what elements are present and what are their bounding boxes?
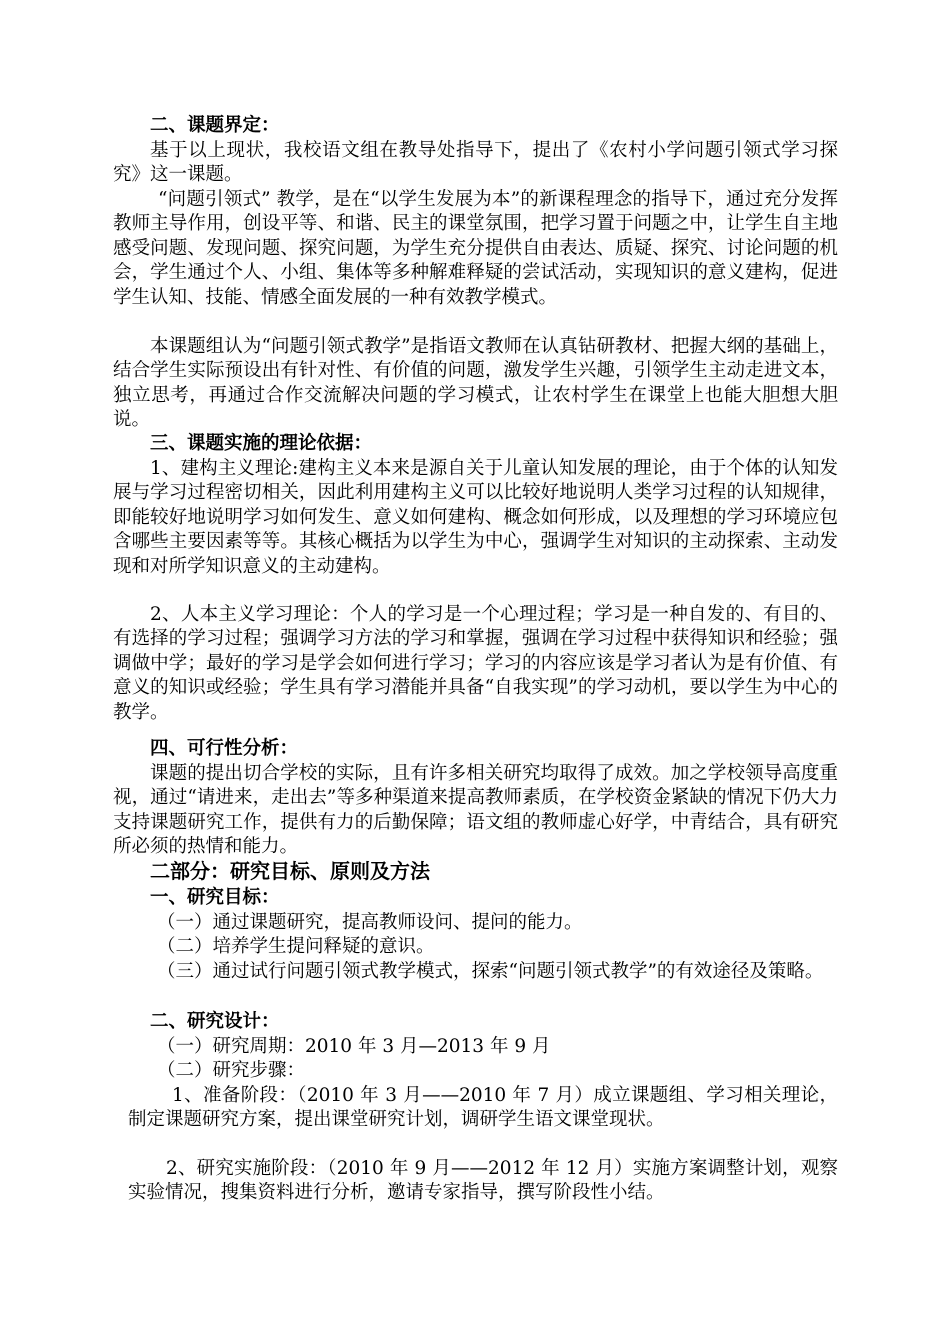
section-heading-research-design: 二、研究设计：: [150, 1011, 280, 1032]
section-heading-definition: 二、课题界定：: [150, 115, 280, 136]
paragraph-theory-constructivism: 1、建构主义理论:建构主义本来是源自关于儿童认知发展的理论，由于个体的认知发展与学习过程密切相关，因此利用建构主义可以比较好地说明人类学习过程的认知规律，即能较好地说明学习如何发生、意义如何建构、概念如何形成，以及理想的学习环境应包含哪些主要因素等等。其核心概括为以学生为中心，强调学生对知识的主动探索、主动发现和对所学知识意义的主动建构。: [113, 458, 838, 577]
paragraph-feasibility: 课题的提出切合学校的实际，且有许多相关研究均取得了成效。加之学校领导高度重视，通过“请进来，走出去”等多种渠道来提高教师素质，在学校资金紧缺的情况下仍大力支持课题研究工作，提供有力的后勤保障；语文组的教师虚心好学，中青结合，具有研究所必须的热情和能力。: [113, 763, 838, 858]
goal-item-1: （一）通过课题研究，提高教师设问、提问的能力。: [157, 912, 583, 933]
design-item-steps: （二）研究步骤：: [157, 1060, 306, 1081]
step-item-implementation: 2、研究实施阶段：（2010 年 9 月——2012 年 12 月）实施方案调整计划，观察实验情况，搜集资料进行分析，邀请专家指导，撰写阶段性小结。: [128, 1158, 838, 1204]
goal-item-3: （三）通过试行问题引领式教学模式，探索“问题引领式教学”的有效途径及策略。: [157, 961, 824, 982]
design-item-period: （一）研究周期：2010 年 3 月—2013 年 9 月: [157, 1036, 551, 1057]
paragraph-definition-intro: 基于以上现状，我校语文组在教导处指导下，提出了《农村小学问题引领式学习探究》这一课题。: [113, 140, 838, 186]
paragraph-definition-group-view: 本课题组认为“问题引领式教学”是指语文教师在认真钻研教材、把握大纲的基础上，结合学生实际预设出有针对性、有价值的问题，激发学生兴趣，引领学生主动走进文本，独立思考，再通过合作交流解决问题的学习模式，让农村学生在课堂上也能大胆想大胆说。: [113, 336, 838, 431]
goal-item-2: （二）培养学生提问释疑的意识。: [157, 936, 435, 957]
section-heading-theory: 三、课题实施的理论依据：: [150, 433, 373, 454]
part-heading-goals-principles-methods: 二部分：研究目标、原则及方法: [150, 859, 430, 883]
section-heading-research-goals: 一、研究目标：: [150, 887, 280, 908]
step-item-preparation: 1、准备阶段：（2010 年 3 月——2010 年 7 月）成立课题组、学习相关理论，制定课题研究方案，提出课堂研究计划，调研学生语文课堂现状。: [128, 1085, 838, 1131]
paragraph-definition-concept: “问题引领式” 教学，是在“以学生发展为本”的新课程理念的指导下，通过充分发挥教师主导作用，创设平等、和谐、民主的课堂氛围，把学习置于问题之中，让学生自主地感受问题、发现问题、探究问题，为学生充分提供自由表达、质疑、探究、讨论问题的机会，学生通过个人、小组、集体等多种解难释疑的尝试活动，实现知识的意义建构，促进学生认知、技能、情感全面发展的一种有效教学模式。: [113, 189, 838, 308]
paragraph-theory-humanism: 2、人本主义学习理论：个人的学习是一个心理过程；学习是一种自发的、有目的、有选择的学习过程；强调学习方法的学习和掌握，强调在学习过程中获得知识和经验；强调做中学；最好的学习是学会如何进行学习；学习的内容应该是学习者认为是有价值、有意义的知识或经验；学生具有学习潜能并具备“自我实现”的学习动机，要以学生为中心的教学。: [113, 604, 838, 723]
section-heading-feasibility: 四、可行性分析：: [150, 738, 299, 759]
